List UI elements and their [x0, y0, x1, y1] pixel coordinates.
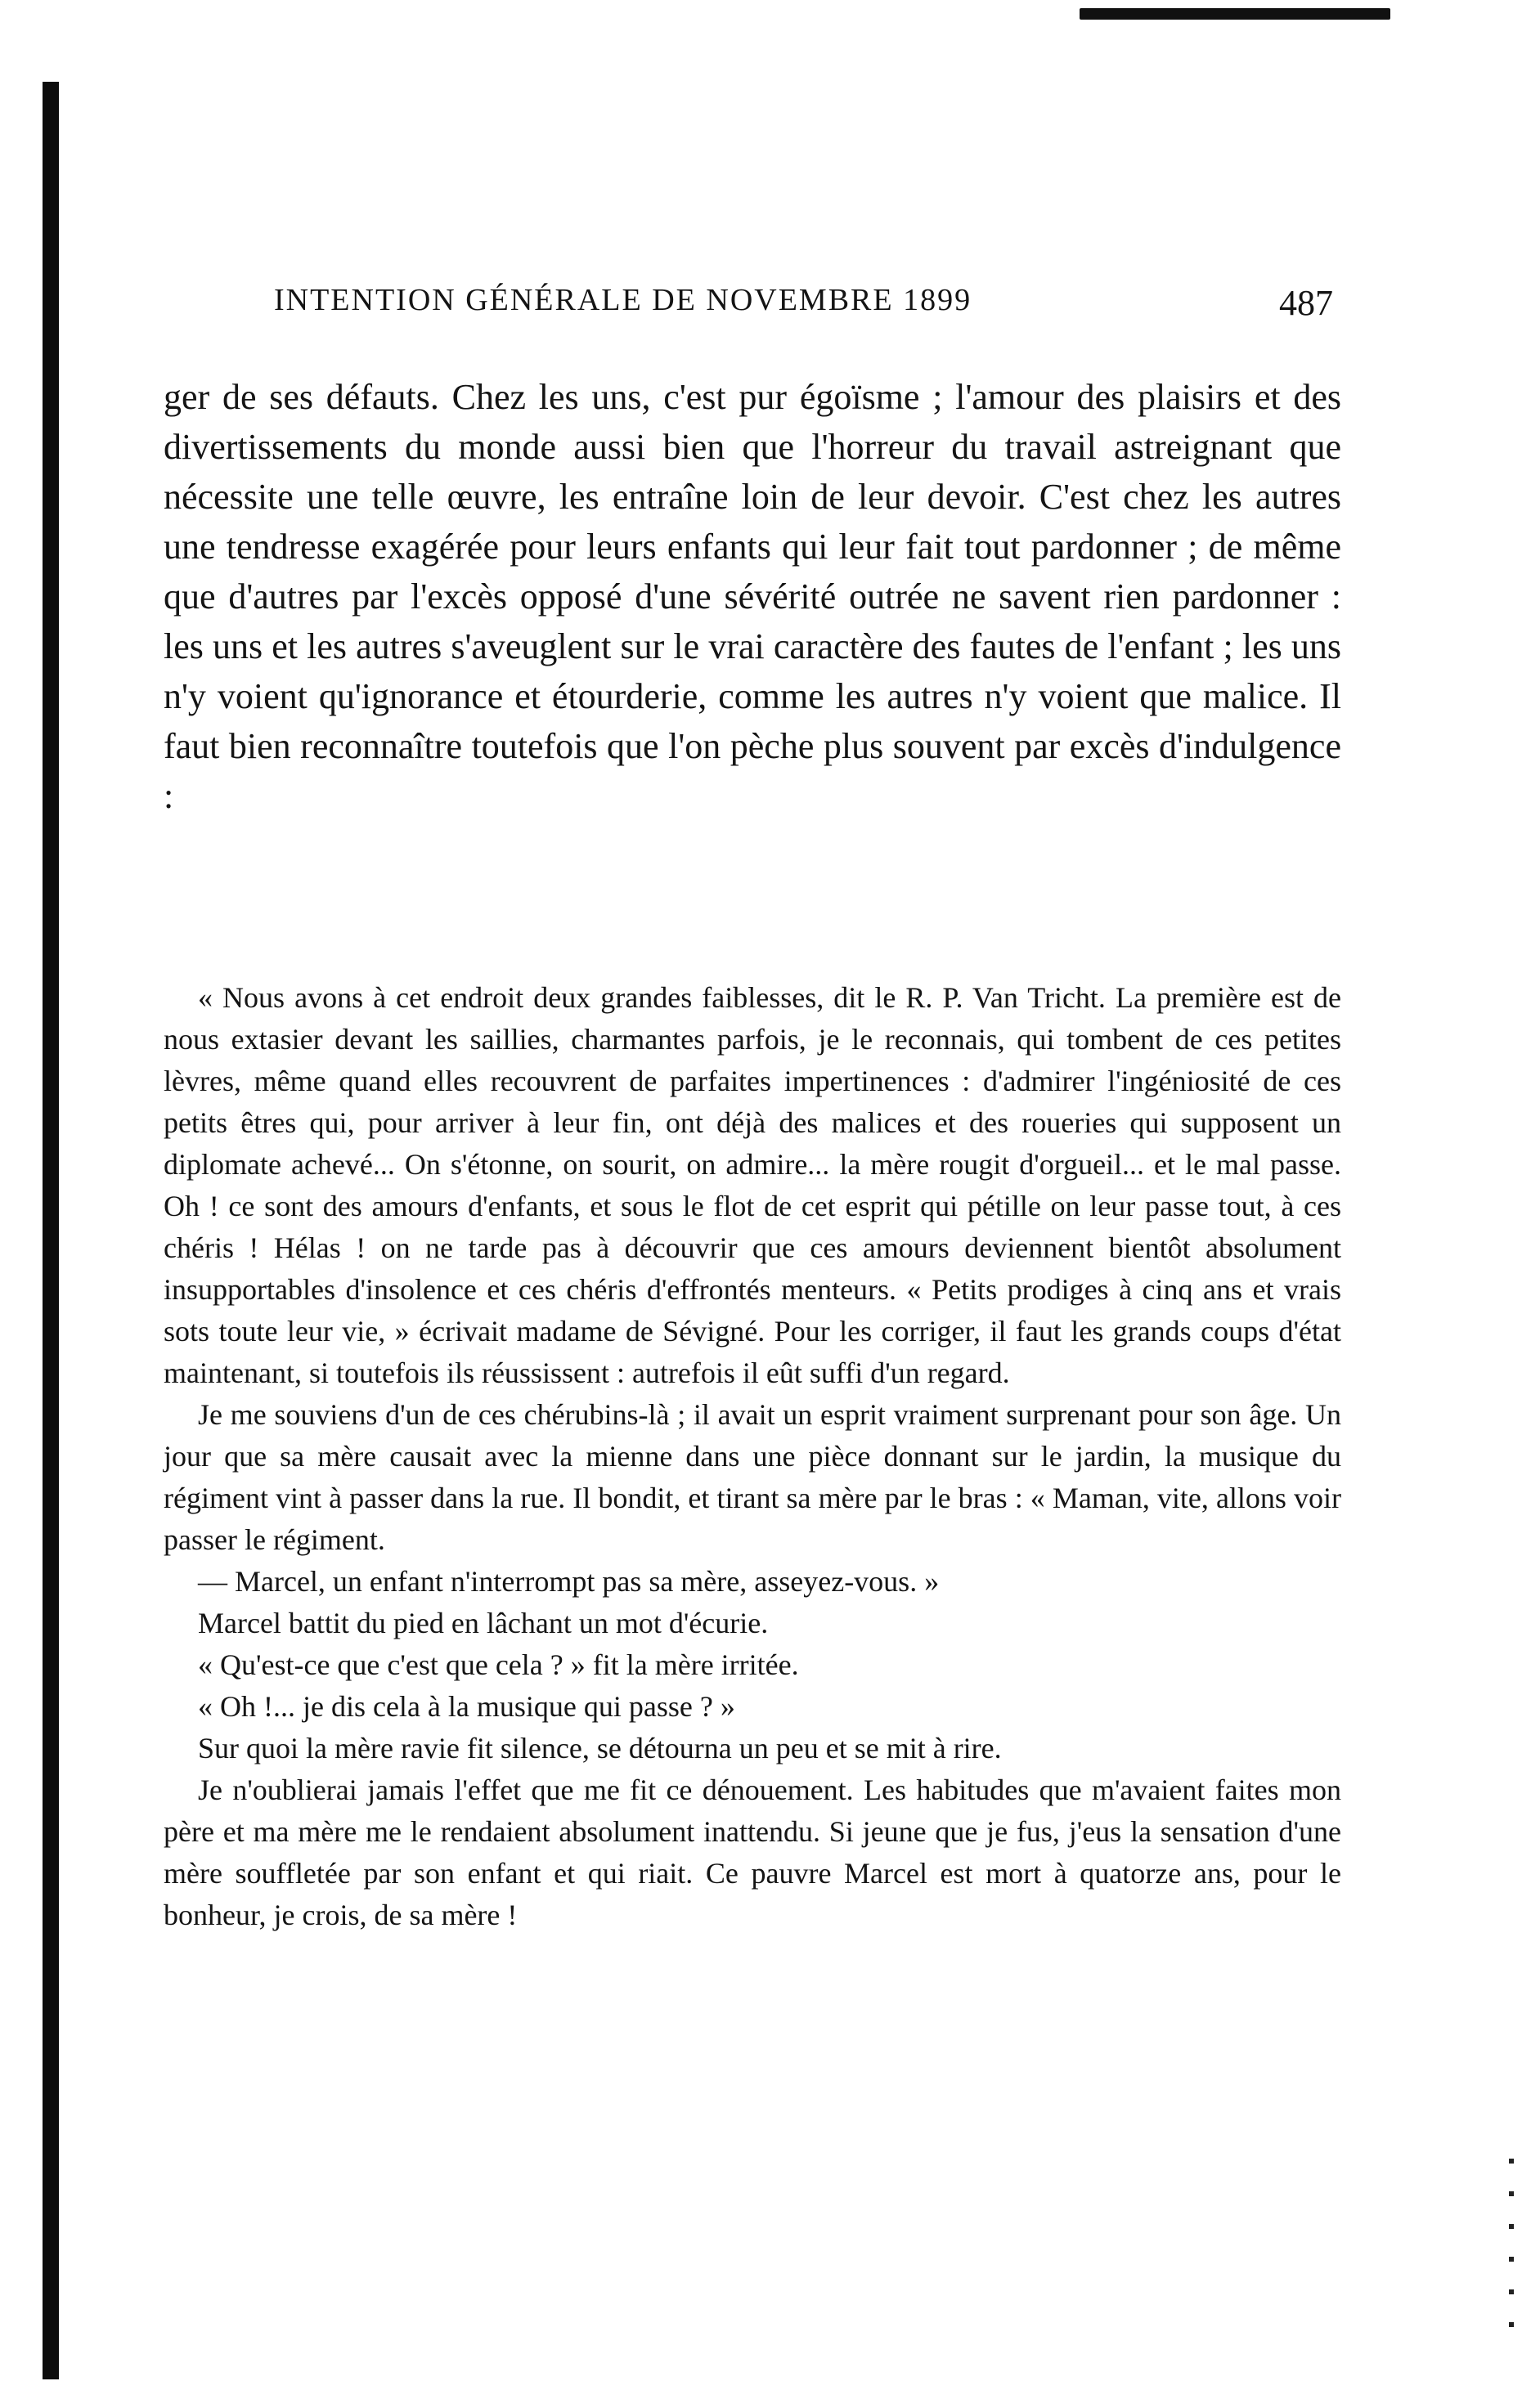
dialogue-line: Sur quoi la mère ravie fit silence, se détourna un peu et se mit à rire.	[198, 1732, 1002, 1765]
scan-top-rule	[1080, 8, 1390, 20]
running-title: INTENTION GÉNÉRALE DE NOVEMBRE 1899	[274, 283, 972, 317]
quote-paragraph: Je n'oublierai jamais l'effet que me fit ce dénouement. Les habitudes que m'avaient faites mon père et ma mère me le rendaient absolument inattendu. Si jeune que je fus, j'eus la sensation d'une mère souffletée par son enfant et qui riait. Ce pauvre Marcel est mort à quatorze ans, pour le bonheur, je crois, de sa mère !	[164, 1773, 1341, 1931]
scan-binding-edge	[43, 82, 59, 2379]
dialogue-line: « Qu'est-ce que c'est que cela ? » fit la mère irritée.	[198, 1648, 799, 1681]
dialogue-line: — Marcel, un enfant n'interrompt pas sa mère, asseyez-vous. »	[198, 1565, 940, 1598]
scan-edge-specks	[1509, 2159, 1514, 2338]
running-header	[164, 282, 1341, 331]
quote-paragraph: Je me souviens d'un de ces chérubins-là ; il avait un esprit vraiment surprenant pour son âge. Un jour que sa mère causait avec la mienne dans une pièce donnant sur le jardin, la musique du régiment vint à passer dans la rue. Il bondit, et tirant sa mère par le bras : « Maman, vite, allons voir passer le régiment.	[164, 1398, 1341, 1556]
main-text	[164, 372, 1341, 821]
block-quotation	[164, 977, 1341, 1936]
dialogue-line: Marcel battit du pied en lâchant un mot d'écurie.	[198, 1607, 769, 1639]
quote-paragraph: « Nous avons à cet endroit deux grandes faiblesses, dit le R. P. Van Tricht. La première est de nous extasier devant les saillies, charmantes parfois, je le reconnais, qui tombent de ces petites lèvres, même quand elles recouvrent de parfaites impertinences : d'admirer l'ingéniosité de ces petits êtres qui, pour arriver à leur fin, ont déjà des malices et des roueries qui supposent un diplomate achevé... On s'étonne, on sourit, on admire... la mère rougit d'orgueil... et le mal passe. Oh ! ce sont des amours d'enfants, et sous le flot de cet esprit qui pétille on leur passe tout, à ces chéris ! Hélas ! on ne tarde pas à découvrir que ces amours deviennent bientôt absolument insupportables d'insolence et ces chéris d'effrontés menteurs. « Petits prodiges à cinq ans et vrais sots toute leur vie, » écrivait madame de Sévigné. Pour les corriger, il faut les grands coups d'état maintenant, si toutefois ils réussissent : autrefois il eût suffi d'un regard.	[164, 981, 1341, 1389]
dialogue-line: « Oh !... je dis cela à la musique qui passe ? »	[198, 1690, 735, 1723]
body-paragraph: ger de ses défauts. Chez les uns, c'est pur égoïsme ; l'amour des plaisirs et des divertissements du monde aussi bien que l'horreur du travail astreignant que nécessite une telle œuvre, les entraîne loin de leur devoir. C'est chez les autres une tendresse exagérée pour leurs enfants qui leur fait tout pardonner ; de même que d'autres par l'excès opposé d'une sévérité outrée ne savent rien pardonner : les uns et les autres s'aveuglent sur le vrai caractère des fautes de l'enfant ; les uns n'y voient qu'ignorance et étourderie, comme les autres n'y voient que malice. Il faut bien reconnaître toutefois que l'on pèche plus souvent par excès d'indulgence :	[164, 377, 1341, 816]
page-number: 487	[1279, 283, 1333, 323]
